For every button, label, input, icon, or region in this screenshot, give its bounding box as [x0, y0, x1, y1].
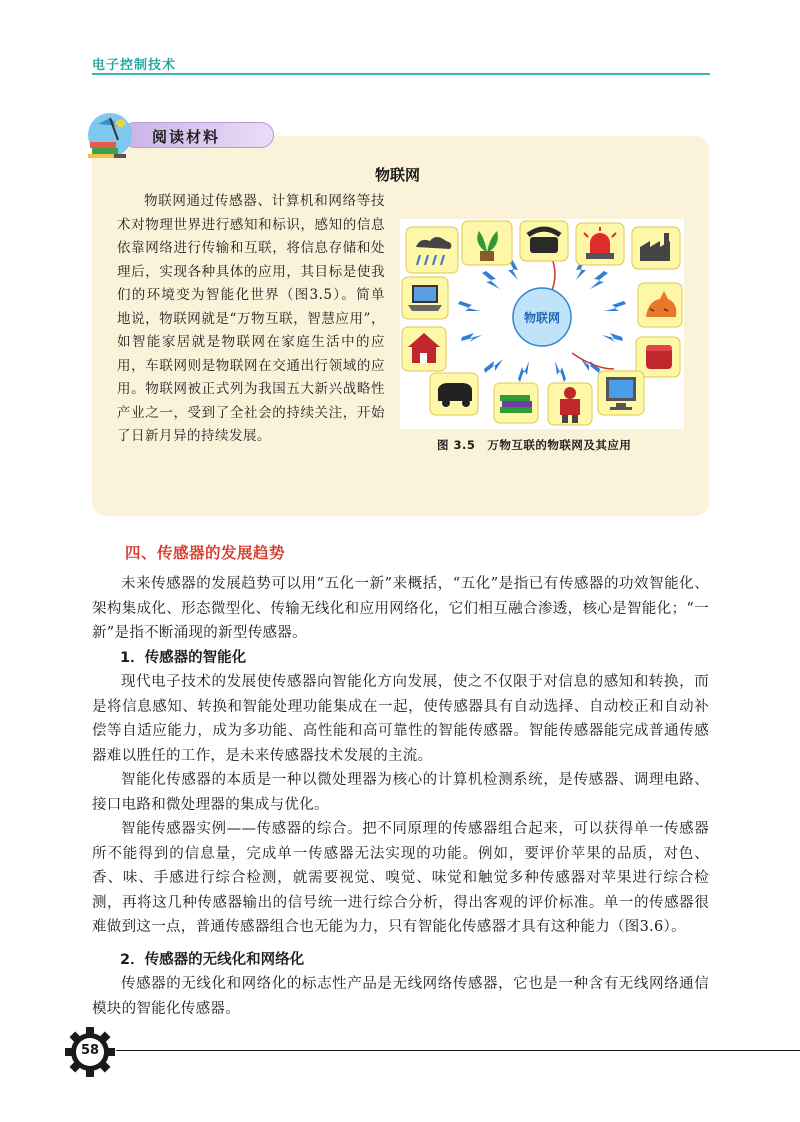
cat-icon — [638, 283, 682, 327]
subheading-wireless: 2．传感器的无线化和网络化 — [120, 952, 305, 968]
paragraph-example: 智能传感器实例——传感器的综合。把不同原理的传感器组合起来，可以获得单一传感器所不能得到的信息量，完成单一传感器无法实现的功能。例如，要评价苹果的品质，对色、香、味、手感进行综合检测，就需要视觉、嗅觉、味觉和触觉多种传感器对苹果进行综合检测，再将这几种传感器输出的信号统一进行综合分析，得出客观的评价标准。单一的传感器很难做到这一点，普通传感器组合也无能为力，只有智能化传感器才具有这种能力（图3.6）。 — [92, 821, 709, 935]
page-number: 58 — [80, 1043, 100, 1058]
car-icon — [430, 373, 478, 415]
badge-label: 阅读材料 — [152, 128, 221, 146]
alarm-light-icon — [576, 223, 624, 265]
paragraph-intelligence: 现代电子技术的发展使传感器向智能化方向发展，使之不仅限于对信息的感知和转换，而是将信息感知、转换和智能处理功能集成在一起，使传感器具有自动选择、自动校正和自动补偿等自适应能力，成为多功能、高性能和高可靠性的智能传感器。智能传感器能完成普通传感器难以胜任的工作，是未来传感器技术发展的主流。 — [92, 674, 709, 764]
plant-icon — [462, 221, 512, 265]
header-rule — [92, 73, 710, 75]
lamp-books-icon — [84, 110, 136, 160]
paragraph-essence: 智能化传感器的本质是一种以微处理器为核心的计算机检测系统，是传感器、调理电路、接口电路和微处理器的集成与优化。 — [92, 772, 709, 813]
paragraph-wireless: 传感器的无线化和网络化的标志性产品是无线网络传感器，它也是一种含有无线网络通信模块的智能化传感器。 — [92, 976, 709, 1017]
reading-material-badge — [84, 110, 274, 160]
laptop-icon — [402, 277, 448, 319]
running-header: 电子控制技术 — [92, 58, 177, 73]
iot-center-label: 物联网 — [523, 311, 561, 325]
iot-figure — [400, 219, 684, 429]
factory-icon — [632, 227, 680, 269]
intro-paragraph: 未来传感器的发展趋势可以用“五化一新”来概括，“五化”是指已有传感器的功效智能化、架构集成化、形态微型化、传输无线化和应用网络化，它们相互融合渗透，核心是智能化；“一新”是指不断涌现的新型传感器。 — [92, 576, 709, 641]
robot-icon — [548, 383, 592, 425]
rice-cooker-icon — [636, 337, 680, 377]
footer-rule — [116, 1050, 800, 1051]
iot-diagram — [400, 219, 684, 429]
weather-icon — [406, 227, 458, 273]
subheading-intelligence: 1．传感器的智能化 — [120, 650, 247, 666]
reading-body: 物联网通过传感器、计算机和网络等技术对物理世界进行感知和标识，感知的信息依靠网络进行传输和互联，将信息存储和处理后，实现各种具体的应用，其目标是使我们的环境变为智能化世界（图3.5）。简单地说，物联网就是“万物互联，智慧应用”，如智能家居就是物联网在家庭生活中的应用，车联网则是物联网在交通出行领域的应用。物联网被正式列为我国五大新兴战略性产业之一，受到了全社会的持续关注，开始了日新月异的持续发展。 — [117, 193, 385, 444]
figure-caption: 图 3.5 万物互联的物联网及其应用 — [437, 438, 632, 452]
telephone-icon — [520, 221, 568, 261]
books-icon — [494, 383, 538, 423]
section-heading: 四、传感器的发展趋势 — [125, 544, 286, 562]
reading-title: 物联网 — [375, 166, 421, 184]
house-icon — [402, 327, 446, 371]
computer-monitor-icon — [598, 371, 644, 415]
